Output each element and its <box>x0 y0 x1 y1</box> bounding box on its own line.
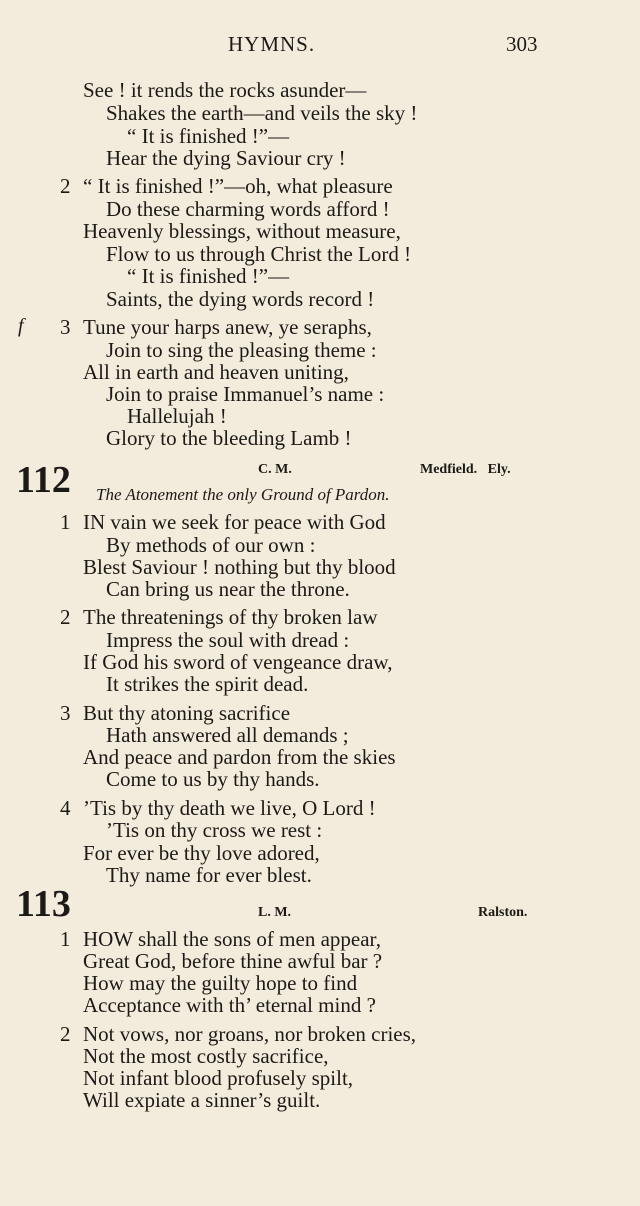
hymn-line: Not vows, nor groans, nor broken cries, <box>83 1022 417 1046</box>
hymn-line: Come to us by thy hands. <box>106 767 320 791</box>
hymn-line: Impress the soul with dread : <box>106 628 350 652</box>
hymn-line: Not the most costly sacrifice, <box>83 1044 329 1068</box>
hymn-line: “ It is finished !”— <box>127 124 290 148</box>
hymn-line: Flow to us through Christ the Lord ! <box>106 242 412 266</box>
hymn-line: Glory to the bleeding Lamb ! <box>106 426 352 450</box>
verse-number: 2 <box>60 174 71 198</box>
verse-number: 2 <box>60 1022 71 1046</box>
hymn-line: ’Tis by thy death we live, O Lord ! <box>83 796 376 820</box>
hymn-line: Not infant blood profusely spilt, <box>83 1066 354 1090</box>
verse-number: 2 <box>60 605 71 629</box>
hymn-meter: L. M. <box>258 905 292 920</box>
hymn-meter: C. M. <box>258 462 292 477</box>
hymn-line: It strikes the spirit dead. <box>106 672 309 696</box>
hymn-line: ’Tis on thy cross we rest : <box>106 818 323 842</box>
hymn-line: IN vain we seek for peace with God <box>83 510 386 534</box>
hymn-line: Hath answered all demands ; <box>106 723 349 747</box>
running-title: HYMNS. <box>228 32 316 56</box>
hymn-line: Will expiate a sinner’s guilt. <box>83 1088 321 1112</box>
tune-names: Medfield. Ely. <box>420 462 511 477</box>
hymn-line: Saints, the dying words record ! <box>106 287 375 311</box>
hymn-line: Heavenly blessings, without measure, <box>83 219 401 243</box>
hymn-line: Thy name for ever blest. <box>106 863 312 887</box>
hymn-number: 112 <box>16 459 71 501</box>
verse-number: 4 <box>60 796 71 820</box>
hymn-line: Shakes the earth—and veils the sky ! <box>106 101 418 125</box>
tune-names: Ralston. <box>478 905 528 920</box>
hymn-line: Can bring us near the throne. <box>106 577 350 601</box>
hymn-line: Hallelujah ! <box>127 404 227 428</box>
hymn-number: 113 <box>16 883 71 925</box>
hymn-line: By methods of our own : <box>106 533 316 557</box>
hymn-line: “ It is finished !”— <box>127 264 290 288</box>
hymn-line: HOW shall the sons of men appear, <box>83 927 381 951</box>
verse-number: 1 <box>60 510 71 534</box>
hymn-line: Tune your harps anew, ye seraphs, <box>83 315 372 339</box>
hymn-line: All in earth and heaven uniting, <box>83 360 349 384</box>
hymn-line: Do these charming words afford ! <box>106 197 390 221</box>
hymn-line: But thy atoning sacrifice <box>83 701 291 725</box>
hymn-line: Join to praise Immanuel’s name : <box>106 382 385 406</box>
hymn-line: And peace and pardon from the skies <box>83 745 396 769</box>
hymn-line: How may the guilty hope to find <box>83 971 358 995</box>
hymn-line: Blest Saviour ! nothing but thy blood <box>83 555 396 579</box>
hymn-line: For ever be thy love adored, <box>83 841 320 865</box>
hymn-line: See ! it rends the rocks asunder— <box>83 78 367 102</box>
dynamics-mark: f <box>18 315 24 337</box>
hymn-line: Acceptance with th’ eternal mind ? <box>83 993 376 1017</box>
verse-number: 3 <box>60 315 71 339</box>
verse-number: 1 <box>60 927 71 951</box>
verse-number: 3 <box>60 701 71 725</box>
hymn-line: Great God, before thine awful bar ? <box>83 949 383 973</box>
hymn-line: Hear the dying Saviour cry ! <box>106 146 346 170</box>
hymn-line: If God his sword of vengeance draw, <box>83 650 393 674</box>
hymn-line: “ It is finished !”—oh, what pleasure <box>83 174 393 198</box>
hymn-subtitle: The Atonement the only Ground of Pardon. <box>96 485 390 504</box>
page-number: 303 <box>506 32 538 56</box>
hymn-line: Join to sing the pleasing theme : <box>106 338 377 362</box>
hymn-line: The threatenings of thy broken law <box>83 605 378 629</box>
running-head <box>0 32 640 60</box>
